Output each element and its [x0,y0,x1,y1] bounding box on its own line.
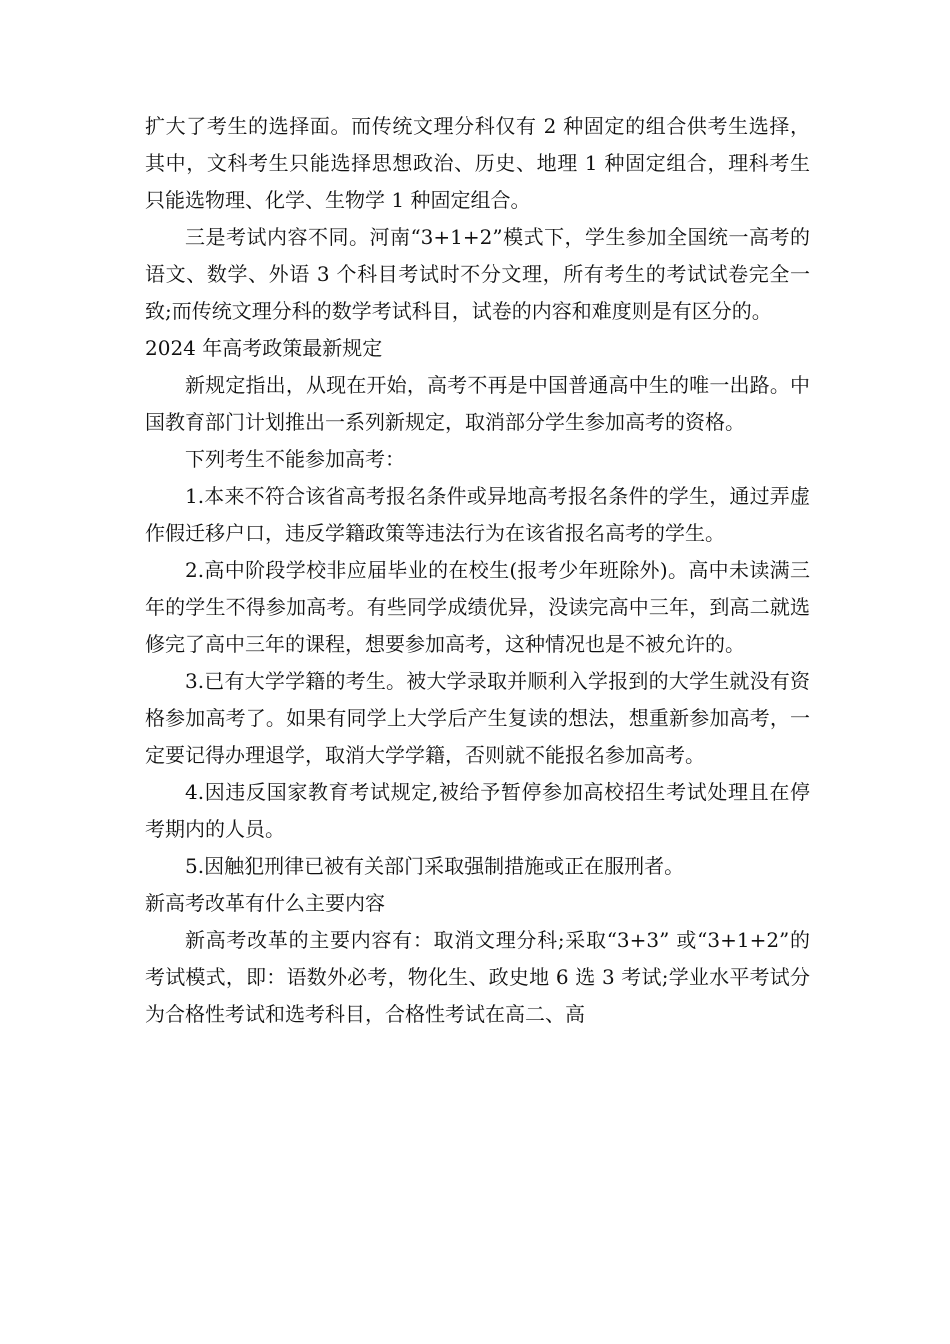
paragraph-list-intro: 下列考生不能参加高考： [185,447,405,471]
list-item-1: 1.本来不符合该省高考报名条件或异地高考报名条件的学生，通过弄虚作假迁移户口，违反学籍政策等违法行为在该省报名高考的学生。 [145,484,810,545]
heading-policy: 2024 年高考政策最新规定 [145,336,383,360]
heading-reform: 新高考改革有什么主要内容 [145,891,385,915]
paragraph-continued: 扩大了考生的选择面。而传统文理分科仅有 2 种固定的组合供考生选择，其中，文科考生只能选择思想政治、历史、地理 1 种固定组合，理科考生只能选物理、化学、生物学 1 种固定组合。 [145,114,810,212]
paragraph-third-difference: 三是考试内容不同。河南“3+1+2”模式下，学生参加全国统一高考的语文、数学、外语 3 个科目考试时不分文理，所有考生的考试试卷完全一致;而传统文理分科的数学考试科目，试卷的内容和难度则是有区分的。 [145,225,810,323]
list-item-2: 2.高中阶段学校非应届毕业的在校生(报考少年班除外)。高中未读满三年的学生不得参加高考。有些同学成绩优异，没读完高中三年，到高二就选修完了高中三年的课程，想要参加高考，这种情况也是不被允许的。 [145,558,810,656]
list-item-4: 4.因违反国家教育考试规定,被给予暂停参加高校招生考试处理且在停考期内的人员。 [145,780,810,841]
paragraph-new-rule: 新规定指出，从现在开始，高考不再是中国普通高中生的唯一出路。中国教育部门计划推出一系列新规定，取消部分学生参加高考的资格。 [145,373,810,434]
list-item-3: 3.已有大学学籍的考生。被大学录取并顺利入学报到的大学生就没有资格参加高考了。如果有同学上大学后产生复读的想法，想重新参加高考，一定要记得办理退学，取消大学学籍，否则就不能报名参加高考。 [145,669,810,767]
list-item-5: 5.因触犯刑律已被有关部门采取强制措施或正在服刑者。 [185,854,685,878]
paragraph-reform: 新高考改革的主要内容有：取消文理分科;采取“3+3” 或“3+1+2”的考试模式，即：语数外必考，物化生、政史地 6 选 3 考试;学业水平考试分为合格性考试和选考科目，合格性考试在高二、高 [145,928,810,1026]
document-page [145,108,810,1033]
